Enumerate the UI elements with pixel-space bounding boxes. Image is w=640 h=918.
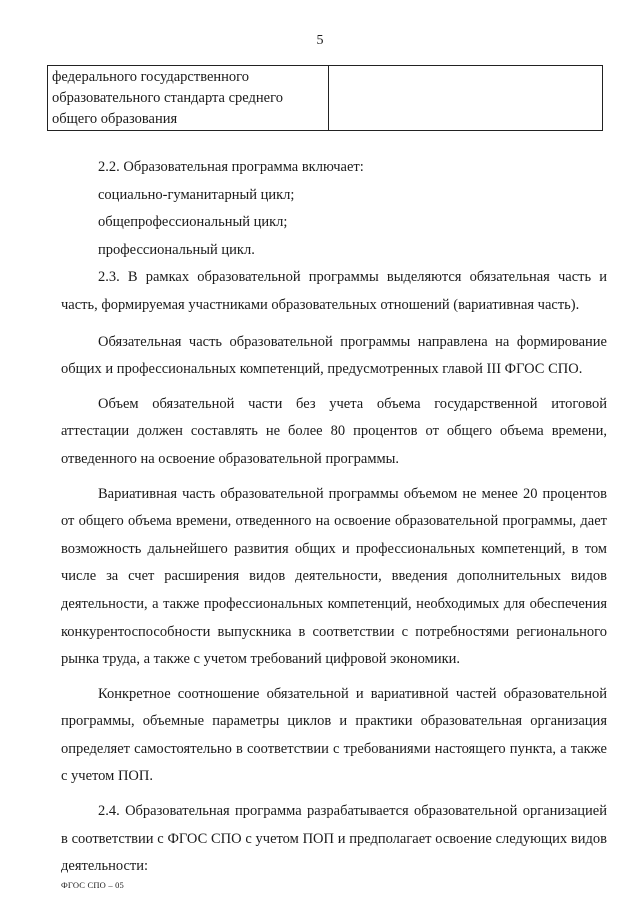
paragraph-variable-part: Вариативная часть образовательной программы объемом не менее 20 процентов от общего объема времени, отведенного на освоение образовательной программы, дает возможность дальнейшего развития общих и профессиональных компетенций, в том числе за счет расширения видов деятельности, введения дополнительных видов деятельности, а также профессиональных компетенций, необходимых для обеспечения конкурентоспособности выпускника в соответствии с потребностями регионального рынка труда, а также с учетом требований цифровой экономики. <box>61 485 607 668</box>
table-cell-line: общего образования <box>52 111 178 127</box>
list-item-cycle: социально-гуманитарный цикл; <box>98 186 295 203</box>
page-number: 5 <box>316 33 324 48</box>
paragraph-mandatory-volume: Объем обязательной части без учета объема государственной итоговой аттестации должен составлять не более 80 процентов от общего объема времени, отведенного на освоение образовательной программы. <box>61 395 607 467</box>
paragraph-mandatory-part: Обязательная часть образовательной программы направлена на формирование общих и профессиональных компетенций, предусмотренных главой III ФГОС СПО. <box>61 333 607 378</box>
continuation-table <box>47 65 603 131</box>
paragraph-2-3: 2.3. В рамках образовательной программы выделяются обязательная часть и часть, формируемая участниками образовательных отношений (вариативная часть). <box>61 269 607 313</box>
paragraph-ratio: Конкретное соотношение обязательной и вариативной частей образовательной программы, объемные параметры циклов и практики образовательная организация определяет самостоятельно в соответствии с требованиями настоящего пункта, а также с учетом ПОП. <box>61 685 607 785</box>
footer-code: ФГОС СПО – 05 <box>61 880 125 890</box>
paragraph-2-4: 2.4. Образовательная программа разрабатывается образовательной организацией в соответствии с ФГОС СПО с учетом ПОП и предполагает освоение следующих видов деятельности: <box>61 803 607 875</box>
paragraph-2-2: 2.2. Образовательная программа включает: <box>98 159 364 175</box>
list-item-cycle: профессиональный цикл. <box>98 241 255 258</box>
table-cell-left <box>48 66 329 131</box>
list-item-cycle: общепрофессиональный цикл; <box>98 214 288 231</box>
table-row <box>48 66 603 131</box>
table-cell-line: образовательного стандарта среднего <box>52 90 283 106</box>
table-cell-right <box>329 66 603 131</box>
document-body <box>61 154 607 881</box>
table-cell-line: федерального государственного <box>52 69 250 85</box>
